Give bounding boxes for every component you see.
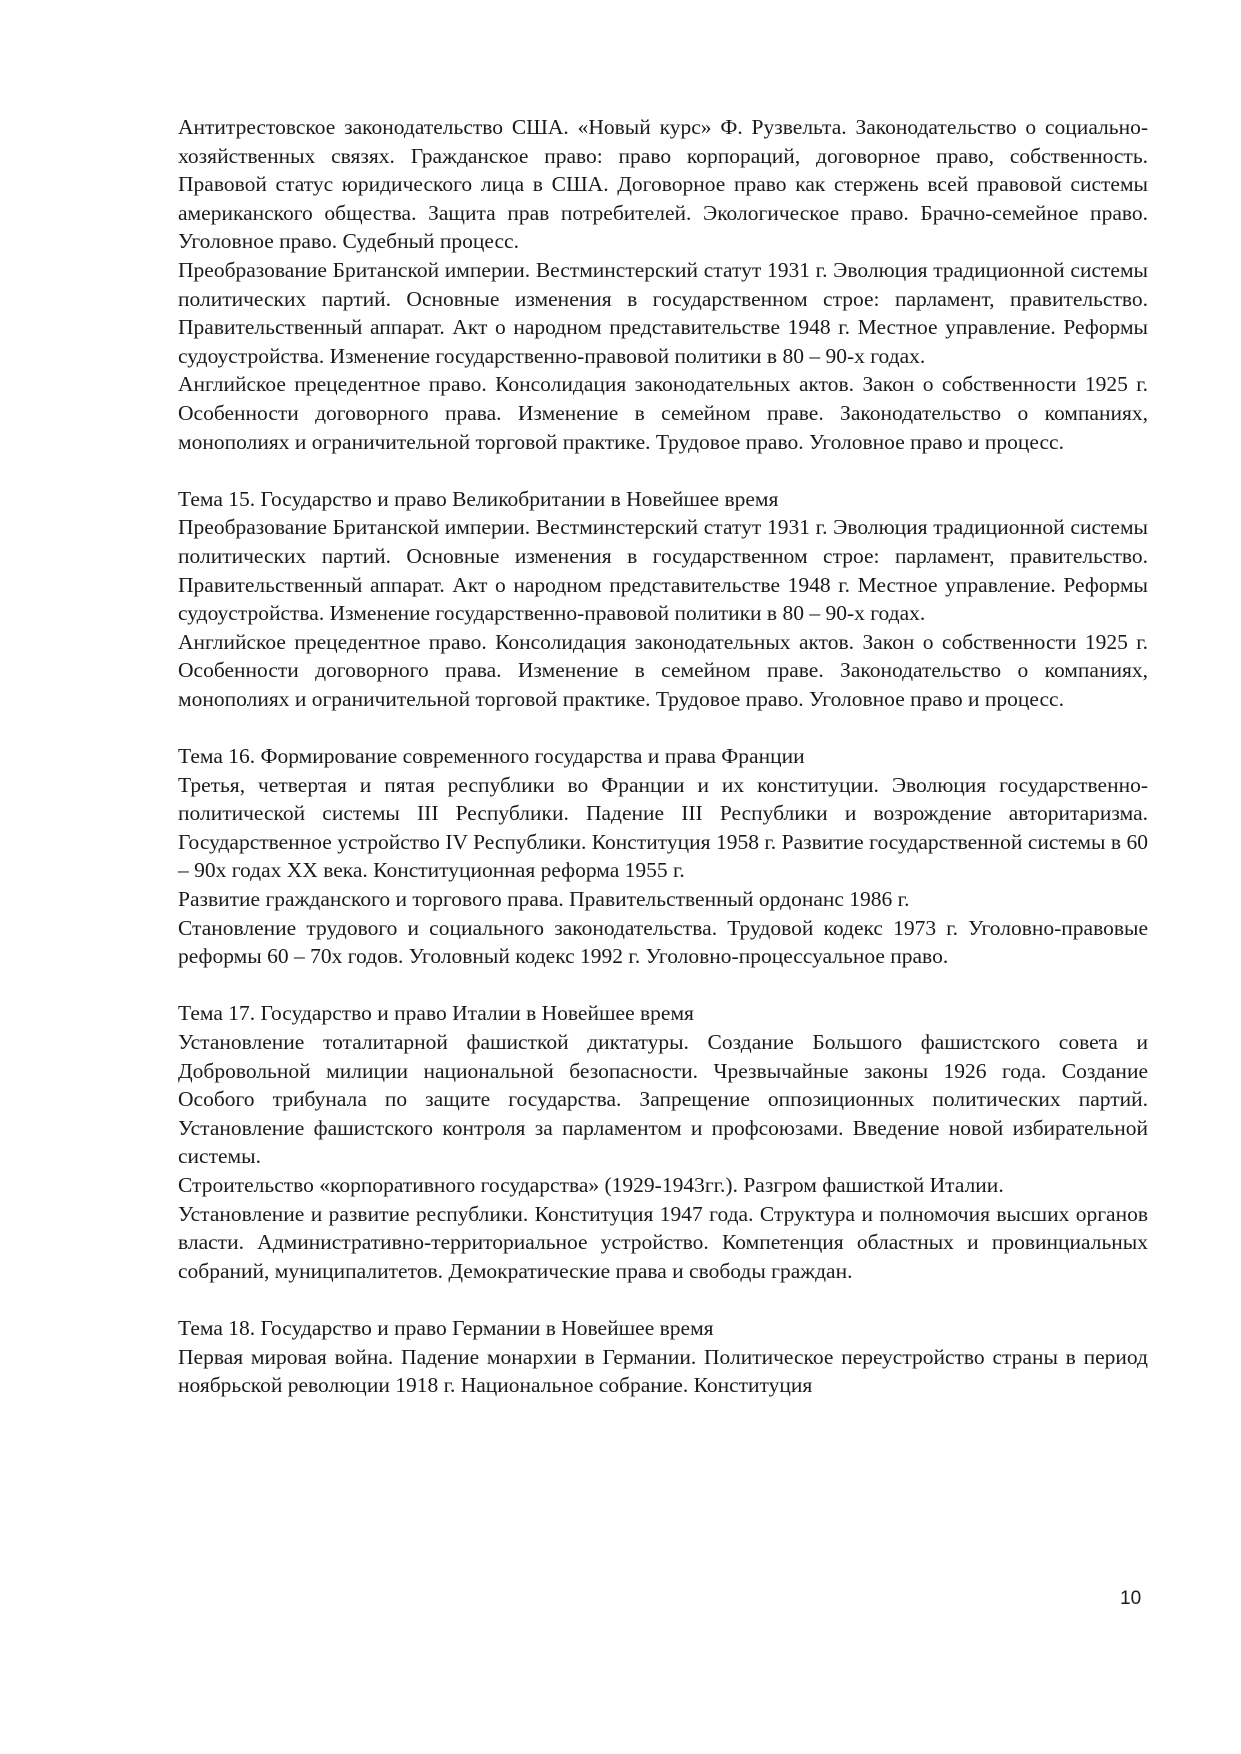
paragraph-usa-law: Антитрестовское законодательство США. «Новый курс» Ф. Рузвельта. Законодательство о социально-хозяйственных связях. Гражданское право: право корпораций, договорное право, собственность. Правовой статус юридического лица в США. Договорное право как стержень всей правовой системы американского общества. Защита прав потребителей. Экологическое право. Брачно-семейное право. Уголовное право. Судебный процесс. xyxy=(178,115,1148,254)
topic-16-paragraph-3: Становление трудового и социального законодательства. Трудовой кодекс 1973 г. Уголовно-правовые реформы 60 – 70х годов. Уголовный кодекс 1992 г. Уголовно-процессуальное право. xyxy=(178,915,1148,969)
paragraph-english-precedent-law: Английское прецедентное право. Консолидация законодательных актов. Закон о собственности 1925 г. Особенности договорного права. Изменение в семейном праве. Законодательство о компаниях, монополиях и ограничительной торговой практике. Трудовое право. Уголовное право и процесс. xyxy=(178,372,1148,454)
topic-17-paragraph-3: Установление и развитие республики. Конституция 1947 года. Структура и полномочия высших органов власти. Административно-территориальное устройство. Компетенция областных и провинциальных собраний, муниципалитетов. Демократические права и свободы граждан. xyxy=(178,1201,1148,1283)
topic-16-paragraph-1: Третья, четвертая и пятая республики во Франции и их конституции. Эволюция государственно-политической системы III Республики. Падение III Республики и возрождение авторитаризма. Государственное устройство IV Республики. Конституция 1958 г. Развитие государственной системы в 60 – 90х годах XX века. Конституционная реформа 1955 г. xyxy=(178,772,1148,883)
topic-15-paragraph-2: Английское прецедентное право. Консолидация законодательных актов. Закон о собственности 1925 г. Особенности договорного права. Изменение в семейном праве. Законодательство о компаниях, монополиях и ограничительной торговой практике. Трудовое право. Уголовное право и процесс. xyxy=(178,629,1148,711)
topic-18-heading: Тема 18. Государство и право Германии в Новейшее время xyxy=(178,1315,714,1340)
document-body xyxy=(178,113,1148,1400)
topic-17-paragraph-1: Установление тоталитарной фашисткой диктатуры. Создание Большого фашистского совета и Добровольной милиции национальной безопасности. Чрезвычайные законы 1926 года. Создание Особого трибунала по защите государства. Запрещение оппозиционных политических партий. Установление фашистского контроля за парламентом и профсоюзами. Введение новой избирательной системы. xyxy=(178,1030,1148,1169)
topic-17-heading: Тема 17. Государство и право Италии в Новейшее время xyxy=(178,1001,694,1026)
paragraph-british-empire: Преобразование Британской империи. Вестминстерский статут 1931 г. Эволюция традиционной системы политических партий. Основные изменения в государственном строе: парламент, правительство. Правительственный аппарат. Акт о народном представительстве 1948 г. Местное управление. Реформы судоустройства. Изменение государственно-правовой политики в 80 – 90-х годах. xyxy=(178,257,1148,368)
topic-15-paragraph-1: Преобразование Британской империи. Вестминстерский статут 1931 г. Эволюция традиционной системы политических партий. Основные изменения в государственном строе: парламент, правительство. Правительственный аппарат. Акт о народном представительстве 1948 г. Местное управление. Реформы судоустройства. Изменение государственно-правовой политики в 80 – 90-х годах. xyxy=(178,515,1148,626)
topic-16-paragraph-2: Развитие гражданского и торгового права. Правительственный ордонанс 1986 г. xyxy=(178,887,910,912)
topic-17-paragraph-2: Строительство «корпоративного государства» (1929-1943гг.). Разгром фашисткой Италии. xyxy=(178,1172,1004,1197)
page-number: 10 xyxy=(1120,1588,1142,1609)
topic-18-paragraph-1: Первая мировая война. Падение монархии в Германии. Политическое переустройство страны в период ноябрьской революции 1918 г. Национальное собрание. Конституция xyxy=(178,1344,1148,1398)
topic-16-heading: Тема 16. Формирование современного государства и права Франции xyxy=(178,744,805,769)
topic-15-heading: Тема 15. Государство и право Великобритании в Новейшее время xyxy=(178,486,779,511)
